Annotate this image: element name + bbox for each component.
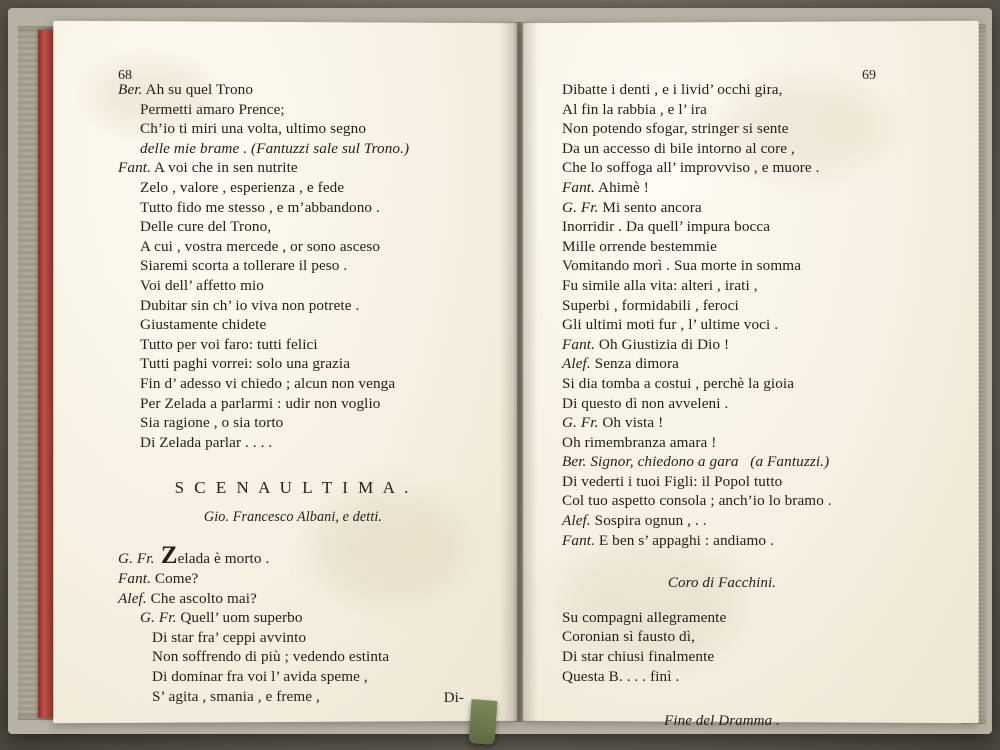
verse-text: Tutto per voi faro: tutti felici <box>140 335 318 353</box>
verse-line <box>552 335 892 355</box>
verse-text: Di Zelada parlar . . . . <box>140 433 273 451</box>
verse-line <box>552 452 892 472</box>
verse-text: Al fin la rabbia , e l’ ira <box>562 100 707 118</box>
speaker-label: Fant. <box>562 178 595 196</box>
verse-text: Di questo dì non avveleni . <box>562 394 729 412</box>
verse-line <box>552 354 892 374</box>
verse-text: E ben s’ appaghi : andiamo . <box>594 531 774 549</box>
ribbon-bookmark <box>468 699 497 745</box>
verse-line <box>118 100 468 120</box>
verse-text: Dubitar sin ch’ io viva non potrete . <box>140 296 360 314</box>
colophon: Fine del Dramma . <box>664 713 780 730</box>
verse-line <box>118 119 468 139</box>
verse-line <box>552 198 892 218</box>
verse-line <box>118 139 468 159</box>
verse-text: Ah su quel Trono <box>142 81 254 98</box>
verse-line <box>118 374 468 394</box>
verse-line <box>118 335 468 355</box>
verse-text: Col tuo aspetto consola ; anch’io lo bramo . <box>562 492 832 510</box>
verse-line <box>118 276 468 296</box>
verse-line <box>552 276 892 296</box>
verse-line <box>118 647 468 667</box>
verse-text: Zelo , valore , esperienza , e fede <box>140 178 345 196</box>
page-left-text <box>118 80 468 706</box>
verse-text: Mille orrende bestemmie <box>562 237 717 255</box>
dialogue-block-right <box>552 80 892 550</box>
catchword: Di- <box>443 689 464 706</box>
verse-line <box>118 542 468 570</box>
verse-line <box>552 217 892 237</box>
verse-text: Mi sento ancora <box>598 198 702 216</box>
verse-line <box>552 433 892 453</box>
verse-line <box>118 237 468 257</box>
speaker-label: G. Fr. <box>118 550 155 568</box>
verse-line <box>118 628 468 648</box>
verse-line <box>118 158 468 178</box>
verse-line <box>118 198 468 218</box>
speaker-label: Fant. <box>118 570 151 588</box>
verse-text: Permetti amaro Prence; <box>140 100 285 118</box>
verse-text: Gli ultimi moti fur , l’ ultime voci . <box>562 316 779 334</box>
coro-heading: Coro di Facchini. <box>667 575 777 592</box>
verse-line <box>118 256 468 276</box>
verse-line <box>552 491 892 511</box>
verse-text: Superbi , formidabili , feroci <box>562 296 739 314</box>
coro-block <box>552 608 892 686</box>
speaker-label: Ber. <box>118 81 143 98</box>
verse-line <box>118 687 468 707</box>
speaker-label: Alef. <box>562 355 591 373</box>
verse-text: Oh rimembranza amara ! <box>562 433 717 451</box>
verse-line <box>118 433 468 453</box>
verse-text: Senza dimora <box>590 355 679 373</box>
scene-heading: S C E N A U L T I M A . <box>174 478 412 498</box>
speaker-label: G. Fr. <box>140 609 177 627</box>
verse-text: Da un accesso di bile intorno al core , <box>562 139 795 157</box>
coro-line: Di star chiusi finalmente <box>562 648 715 666</box>
page-right-text <box>552 80 892 732</box>
verse-line <box>118 80 468 100</box>
verse-line <box>552 119 892 139</box>
verse-text: Oh vista ! <box>598 414 664 432</box>
verse-line <box>552 296 892 316</box>
speaker-label: Fant. <box>562 335 595 353</box>
verse-text: Di vederti i tuoi Figli: il Popol tutto <box>562 472 783 490</box>
verse-text: Giustamente chidete <box>140 316 267 334</box>
folio-number-left: 68 <box>118 68 132 83</box>
verse-line <box>552 100 892 120</box>
verse-line <box>118 394 468 414</box>
verse-line <box>118 667 468 687</box>
verse-text: Non potendo sfogar, stringer si sente <box>562 120 789 138</box>
verse-line <box>118 608 468 628</box>
drop-cap: Z <box>154 542 178 570</box>
verse-line <box>118 217 468 237</box>
verse-line <box>552 178 892 198</box>
verse-text-with-stage-direction: Signor, chiedono a gara (a Fantuzzi.) <box>586 453 830 471</box>
verse-text: Sia ragione , o sia torto <box>140 414 284 432</box>
verse-line <box>118 589 468 609</box>
verse-text: Ahimè ! <box>594 178 649 196</box>
verse-text: Come? <box>150 570 199 588</box>
verse-line <box>552 237 892 257</box>
verse-text: Sospira ognun , . . <box>590 512 707 530</box>
verse-text: Voi dell’ affetto mio <box>140 276 264 294</box>
verse-text: Inorridir . Da quell’ impura bocca <box>562 218 771 236</box>
verse-text: Che lo soffoga all’ improvviso , e muore . <box>562 159 820 177</box>
verse-text: Di dominar fra voi l’ avida speme , <box>152 668 368 686</box>
verse-line <box>118 315 468 335</box>
verse-text: A voi che in sen nutrite <box>150 159 298 177</box>
speaker-label: G. Fr. <box>562 198 599 216</box>
scene-subtitle: Gio. Francesco Albani, e detti. <box>203 508 383 525</box>
verse-text: Oh Giustizia di Dio ! <box>594 335 730 353</box>
verse-text: Siaremi scorta a tollerare il peso . <box>140 257 348 275</box>
verse-text: Quell’ uom superbo <box>176 609 303 627</box>
verse-text: Si dia tomba a costui , perchè la gioia <box>562 374 795 392</box>
verse-line <box>552 315 892 335</box>
verse-text: Tutto fido me stesso , e m’abbandono . <box>140 198 380 216</box>
verse-line <box>118 296 468 316</box>
verse-text-with-stage-direction: delle mie brame . (Fantuzzi sale sul Trono.) <box>140 139 410 157</box>
speaker-label: Alef. <box>562 512 591 530</box>
verse-text: Delle cure del Trono, <box>140 218 272 236</box>
verse-line <box>552 394 892 414</box>
verse-line <box>552 413 892 433</box>
speaker-label: G. Fr. <box>562 414 599 432</box>
verse-line <box>118 569 468 589</box>
verse-text: Vomitando morì . Sua morte in somma <box>562 257 802 275</box>
verse-line <box>552 531 892 551</box>
verse-line <box>552 511 892 531</box>
speaker-label: Fant. <box>562 531 595 549</box>
coro-line: Coronian sì fausto dì, <box>562 628 695 646</box>
verse-text: Dibatte i denti , e i livid’ occhi gira, <box>562 81 783 98</box>
verse-text: Di star fra’ ceppi avvinto <box>152 628 307 646</box>
verse-text: Fin d’ adesso vi chiedo ; alcun non venga <box>140 374 396 392</box>
verse-line <box>552 472 892 492</box>
speaker-label: Alef. <box>118 589 147 607</box>
verse-text: Tutti paghi vorrei: solo una grazia <box>140 355 351 373</box>
verse-text: Che ascolto mai? <box>146 589 257 607</box>
verse-text: Fu simile alla vita: alteri , irati , <box>562 276 758 294</box>
verse-text: elada è morto . <box>177 550 270 568</box>
binding-stripe-left <box>38 30 54 718</box>
verse-line <box>118 178 468 198</box>
verse-line <box>118 413 468 433</box>
verse-text: S’ agita , smania , e freme , <box>152 687 320 705</box>
verse-line <box>552 80 892 100</box>
verse-line <box>552 374 892 394</box>
verse-line <box>552 158 892 178</box>
speaker-label: Fant. <box>118 159 151 177</box>
verse-text: A cui , vostra mercede , or sono asceso <box>140 237 381 255</box>
verse-text: Non soffrendo di più ; vedendo estinta <box>152 648 390 666</box>
coro-line: Questa B. . . . finì . <box>562 667 680 685</box>
dialogue-block-left <box>118 80 468 452</box>
verse-line <box>552 139 892 159</box>
folio-number-right: 69 <box>862 68 876 83</box>
dialogue-block-left-scene <box>118 542 468 706</box>
coro-line: Su compagni allegramente <box>562 608 727 626</box>
verse-text: Per Zelada a parlarmi : udir non voglio <box>140 394 381 412</box>
verse-text: Ch’io ti miri una volta, ultimo segno <box>140 120 367 138</box>
verse-line <box>552 256 892 276</box>
verse-line <box>118 354 468 374</box>
speaker-label: Ber. <box>562 453 587 471</box>
